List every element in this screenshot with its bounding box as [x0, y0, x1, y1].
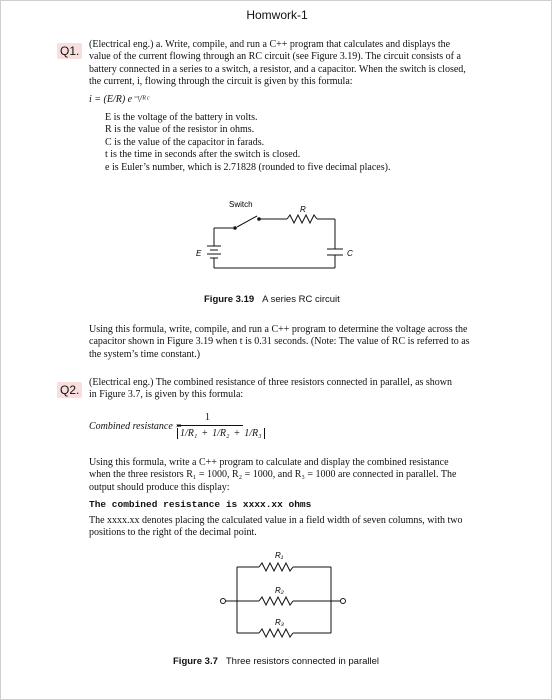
term-r3: 1/R₃ — [244, 428, 262, 439]
q2-body-line: output should produce this display: — [89, 481, 230, 493]
q1-intro-line: (Electrical eng.) a. Write, compile, and run a C++ program that calculates and displays the — [89, 39, 451, 50]
parallel-resistors-diagram — [219, 549, 349, 644]
figure-caption-text: Three resistors connected in parallel — [225, 656, 380, 667]
q2-note-line: The xxxx.xx denotes placing the calculated value in a field width of seven columns, with two — [89, 515, 463, 526]
combined-resistance-label: Combined resistance = — [89, 421, 183, 432]
q1-follow-up — [89, 324, 470, 361]
page-title: Homwork-1 — [246, 8, 308, 22]
switch-label: Switch — [229, 200, 253, 209]
formula-numerator: 1 — [205, 412, 210, 423]
figure-number: Figure 3.7 — [173, 656, 218, 667]
q2-body-line: when the three resistors R₁ = 1000, R₂ = 1000, and R₃ = 1000 are connected in parallel. The — [89, 469, 457, 481]
rc-circuit-diagram — [191, 196, 361, 281]
q2-badge: Q2. — [57, 382, 82, 398]
switch-contact — [233, 226, 237, 230]
figure-number: Figure 3.19 — [204, 294, 255, 305]
display-output-line: The combined resistance is xxxx.xx ohms — [89, 499, 312, 510]
definition-line: R is the value of the resistor in ohms. — [105, 124, 255, 136]
r3-label: R₃ — [275, 618, 284, 627]
q2-body-line: Using this formula, write a C++ program to calculate and display the combined resistance — [89, 457, 449, 468]
q1-intro-line: battery connected in a series to a switch, a resistor, and a capacitor. When the switch is closed, — [89, 63, 466, 75]
term-r1: 1/R₁ — [180, 428, 198, 439]
formula-denominator: 1/R₁ + 1/R₂ + 1/R₃ — [177, 428, 265, 439]
q1-badge: Q1. — [57, 43, 82, 59]
figure-3-19-caption — [204, 294, 340, 305]
q1-intro-line: the current, i, flowing through the circuit is given by this formula: — [89, 76, 353, 88]
q1-definitions — [105, 112, 390, 174]
q1-intro-line: value of the current flowing through an RC circuit (see Figure 3.19). The circuit consists of a — [89, 51, 461, 63]
term-r2: 1/R₂ — [212, 428, 230, 439]
figure-3-7-caption — [173, 656, 379, 667]
terminal-right — [341, 599, 346, 604]
definition-line: E is the voltage of the battery in volts. — [105, 112, 258, 123]
follow-line: the system’s time constant.) — [89, 348, 201, 360]
terminal-left — [221, 599, 226, 604]
follow-line: Using this formula, write, compile, and run a C++ program to determine the voltage across the — [89, 324, 468, 335]
q2-body — [89, 457, 456, 494]
definition-line: t is the time in seconds after the switch is closed. — [105, 149, 301, 161]
follow-line: capacitor shown in Figure 3.19 when t is 0.31 seconds. (Note: The value of RC is referred to as — [89, 336, 470, 348]
switch-contact — [257, 217, 261, 221]
r1-label: R₁ — [275, 551, 284, 560]
q1-intro — [89, 39, 466, 89]
q2-intro — [89, 377, 452, 402]
q2-intro-line: in Figure 3.7, is given by this formula: — [89, 389, 244, 401]
resistor-label: R — [300, 205, 306, 214]
figure-caption-text: A series RC circuit — [262, 294, 340, 305]
q2-note — [89, 515, 463, 540]
q1-formula: i = (E/R) e⁻ᵗ/ᴿᶜ — [89, 94, 149, 105]
capacitor-label: C — [347, 249, 353, 258]
r2-label: R₂ — [275, 586, 284, 595]
fraction-bar — [177, 425, 243, 426]
definition-line: C is the value of the capacitor in farads. — [105, 136, 265, 148]
definition-line: e is Euler’s number, which is 2.71828 (rounded to five decimal places). — [105, 161, 391, 173]
q2-intro-line: (Electrical eng.) The combined resistance of three resistors connected in parallel, as shown — [89, 377, 453, 388]
q2-note-line: positions to the right of the decimal point. — [89, 527, 257, 539]
battery-label: E — [196, 249, 202, 258]
